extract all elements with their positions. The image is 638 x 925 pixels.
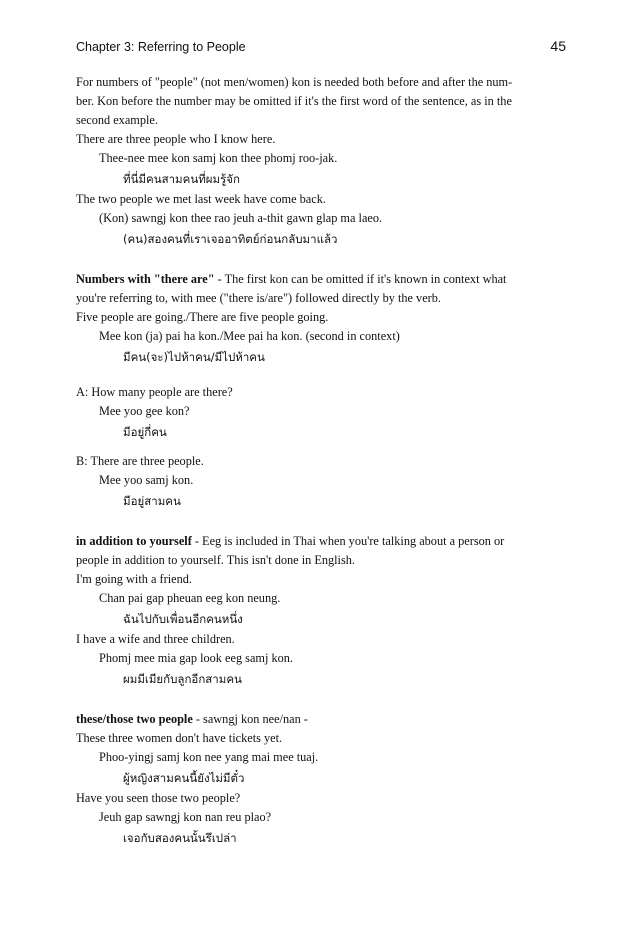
example-english: Five people are going./There are five people going.	[76, 310, 329, 324]
example-english: These three women don't have tickets yet.	[76, 731, 283, 745]
section-heading: Numbers with "there are"	[76, 272, 215, 286]
section-heading: in addition to yourself	[76, 534, 192, 548]
section-paragraph	[76, 532, 572, 551]
example-english: I have a wife and three children.	[76, 632, 235, 646]
section-paragraph	[76, 710, 572, 729]
body-text: - sawngj kon nee/nan -	[192, 712, 308, 726]
page-content	[76, 73, 572, 849]
example-english: B: There are three people.	[76, 454, 204, 468]
page-header	[76, 38, 566, 60]
example-transliteration: Jeuh gap sawngj kon nan reu plao?	[99, 810, 272, 824]
example-thai: ผมมีเมียกับลูกอีกสามคน	[123, 672, 242, 686]
example-thai: ฉันไปกับเพื่อนอีกคนหนึ่ง	[123, 612, 243, 626]
example-transliteration: (Kon) sawngj kon thee rao jeuh a-thit gawn glap ma laeo.	[99, 211, 383, 225]
example-transliteration: Thee-nee mee kon samj kon thee phomj roo-jak.	[99, 151, 338, 165]
example-thai: มีอยู่กี่คน	[123, 425, 167, 439]
example-transliteration: Mee yoo samj kon.	[99, 473, 194, 487]
body-text: ber. Kon before the number may be omitted if it's the first word of the sentence, as in the	[76, 94, 512, 108]
example-thai: (คน)สองคนที่เราเจออาทิตย์ก่อนกลับมาแล้ว	[123, 232, 338, 246]
example-thai: เจอกับสองคนนั้นรึเปล่า	[123, 831, 237, 845]
chapter-title: Chapter 3: Referring to People	[76, 40, 246, 54]
body-text: For numbers of "people" (not men/women) kon is needed both before and after the num-	[76, 75, 513, 89]
example-english: I'm going with a friend.	[76, 572, 192, 586]
example-thai: มีอยู่สามคน	[123, 494, 181, 508]
example-english: There are three people who I know here.	[76, 132, 276, 146]
example-transliteration: Mee yoo gee kon?	[99, 404, 190, 418]
example-transliteration: Phomj mee mia gap look eeg samj kon.	[99, 651, 293, 665]
body-text: second example.	[76, 113, 158, 127]
example-transliteration: Phoo-yingj samj kon nee yang mai mee tuaj.	[99, 750, 319, 764]
example-transliteration: Mee kon (ja) pai ha kon./Mee pai ha kon. (second in context)	[99, 329, 400, 343]
example-english: The two people we met last week have come back.	[76, 192, 326, 206]
example-english: Have you seen those two people?	[76, 791, 241, 805]
example-thai: ที่นี่มีคนสามคนที่ผมรู้จัก	[123, 172, 240, 186]
body-text: - Eeg is included in Thai when you're talking about a person or	[191, 534, 505, 548]
section-heading: these/those two people	[76, 712, 193, 726]
body-text: - The first kon can be omitted if it's known in context what	[214, 272, 507, 286]
body-text: people in addition to yourself. This isn't done in English.	[76, 553, 355, 567]
example-english: A: How many people are there?	[76, 385, 233, 399]
example-transliteration: Chan pai gap pheuan eeg kon neung.	[99, 591, 281, 605]
body-text: you're referring to, with mee ("there is/are") followed directly by the verb.	[76, 291, 441, 305]
page-number: 45	[550, 38, 566, 54]
example-thai: ผู้หญิงสามคนนี้ยังไม่มีตั๋ว	[123, 771, 245, 785]
section-paragraph	[76, 270, 572, 289]
example-thai: มีคน(จะ)ไปห้าคน/มีไปห้าคน	[123, 350, 265, 364]
